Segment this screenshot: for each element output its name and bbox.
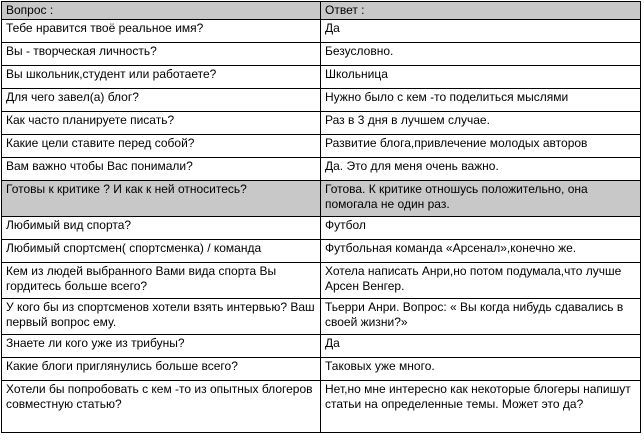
answer-cell: Футбол — [321, 217, 641, 240]
question-cell: Знаете ли кого уже из трибуны? — [2, 335, 321, 358]
question-cell: Вы школьник,студент или работаете? — [2, 66, 321, 89]
table-row — [2, 335, 641, 358]
question-cell: Вы - творческая личность? — [2, 43, 321, 66]
table-row — [2, 240, 641, 263]
table-row — [2, 43, 641, 66]
table-row — [2, 158, 641, 181]
answer-cell: Таковых уже много. — [321, 358, 641, 381]
question-cell: Как часто планируете писать? — [2, 112, 321, 135]
answer-cell: Готова. К критике отношусь положительно, она помогала не один раз. — [321, 181, 641, 217]
table-row — [2, 358, 641, 381]
table-row — [2, 135, 641, 158]
question-cell: Кем из людей выбранного Вами вида спорта Вы гордитесь больше всего? — [2, 263, 321, 299]
answer-cell: Развитие блога,привлечение молодых авторов — [321, 135, 641, 158]
table-row — [2, 217, 641, 240]
interview-table — [1, 1, 641, 433]
table-row — [2, 89, 641, 112]
question-cell: Любимый вид спорта? — [2, 217, 321, 240]
table-row — [2, 381, 641, 433]
answer-cell: Нужно было с кем -то поделиться мыслями — [321, 89, 641, 112]
question-cell: Какие цели ставите перед собой? — [2, 135, 321, 158]
table-row — [2, 263, 641, 299]
question-cell: Для чего завел(а) блог? — [2, 89, 321, 112]
answer-cell: Футбольная команда «Арсенал»,конечно же. — [321, 240, 641, 263]
answer-cell: Школьница — [321, 66, 641, 89]
table-row — [2, 112, 641, 135]
question-cell: Какие блоги приглянулись больше всего? — [2, 358, 321, 381]
answer-cell: Да — [321, 335, 641, 358]
question-cell: Готовы к критике ? И как к ней относитесь? — [2, 181, 321, 217]
question-cell: Вам важно чтобы Вас понимали? — [2, 158, 321, 181]
answer-cell: Да. Это для меня очень важно. — [321, 158, 641, 181]
question-cell: Хотели бы попробовать с кем -то из опытных блогеров совместную статью? — [2, 381, 321, 433]
table-row — [2, 299, 641, 335]
answer-cell: Безусловно. — [321, 43, 641, 66]
answer-cell: Нет,но мне интересно как некоторые блогеры напишут статьи на определенные темы. Может это да? — [321, 381, 641, 433]
answer-cell: Раз в 3 дня в лучшем случае. — [321, 112, 641, 135]
header-row — [2, 2, 641, 20]
question-cell: Тебе нравится твоё реальное имя? — [2, 20, 321, 43]
question-header: Вопрос : — [2, 2, 321, 20]
question-cell: У кого бы из спортсменов хотели взять интервью? Ваш первый вопрос ему. — [2, 299, 321, 335]
table-row — [2, 181, 641, 217]
answer-header: Ответ : — [321, 2, 641, 20]
answer-cell: Хотела написать Анри,но потом подумала,что лучше Арсен Венгер. — [321, 263, 641, 299]
table-row — [2, 66, 641, 89]
answer-cell: Да — [321, 20, 641, 43]
table-row — [2, 20, 641, 43]
answer-cell: Тьерри Анри. Вопрос: « Вы когда нибудь сдавались в своей жизни?» — [321, 299, 641, 335]
question-cell: Любимый спортсмен( спортсменка) / команда — [2, 240, 321, 263]
